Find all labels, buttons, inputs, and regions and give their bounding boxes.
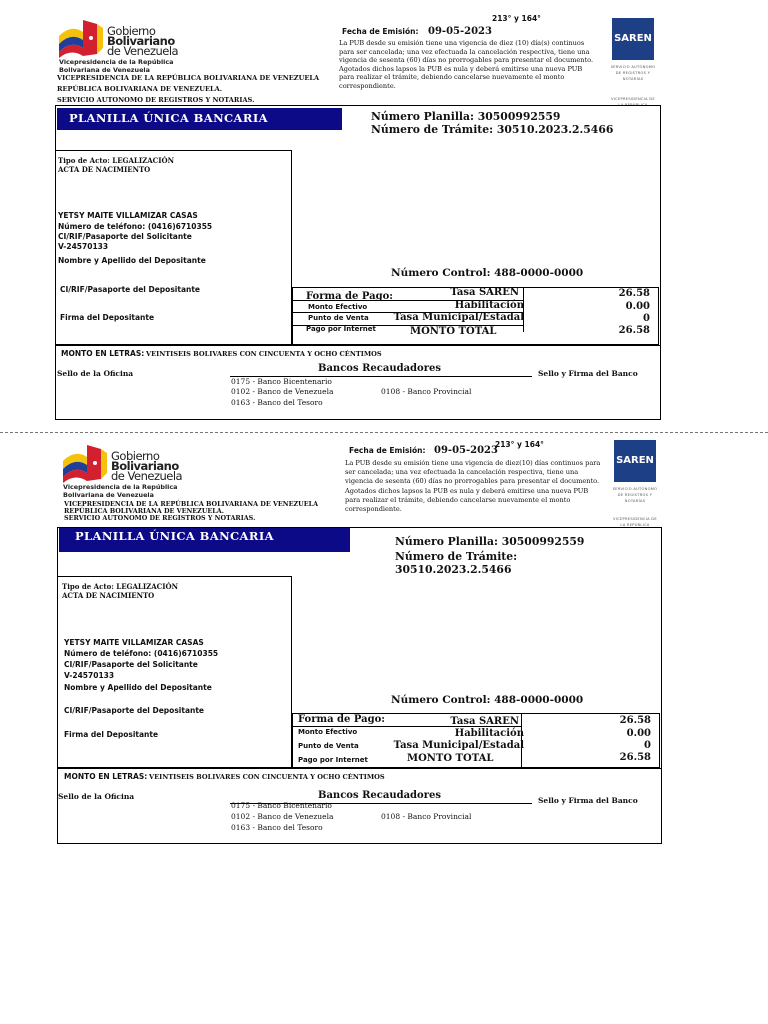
concepto-tasa-saren: Tasa SAREN <box>450 716 519 727</box>
pago-item-punto: Punto de Venta <box>298 742 359 750</box>
monto-letras-value: VEINTISEIS BOLIVARES CON CINCUENTA Y OCHO CÉNTIMOS <box>149 773 385 781</box>
solicitante-telefono: Número de teléfono: (0416)6710355 <box>58 222 213 231</box>
firma-depositante: Firma del Depositante <box>60 313 155 322</box>
banco-bicentenario: 0175 - Banco Bicentenario <box>231 801 332 810</box>
banco-venezuela: 0102 - Banco de Venezuela <box>231 812 334 821</box>
solicitante-nombre: YETSY MAITE VILLAMIZAR CASAS <box>58 211 198 220</box>
nombre-depositante: Nombre y Apellido del Depositante <box>58 256 206 265</box>
saren-logo: SAREN <box>614 440 656 482</box>
logo-vice-1: Vicepresidencia de la República <box>59 58 174 66</box>
org-line-1: VICEPRESIDENCIA DE LA REPÚBLICA BOLIVARIANA DE VENEZUELA <box>64 500 319 508</box>
pago-item-efectivo: Monto Efectivo <box>308 303 368 311</box>
bancos-title: Bancos Recaudadores <box>318 790 441 801</box>
coords-label: 213° y 164° <box>495 440 544 449</box>
fecha-value: 09-05-2023 <box>428 26 492 37</box>
org-line-2: REPÚBLICA BOLIVARIANA DE VENEZUELA. <box>57 85 223 93</box>
tipo-acto: Tipo de Acto: LEGALIZACIÓN <box>58 156 175 165</box>
valor-habilitacion: 0.00 <box>625 301 650 312</box>
pago-item-internet: Pago por Internet <box>298 756 368 764</box>
sello-oficina: Sello de la Oficina <box>57 369 134 378</box>
fecha-label: Fecha de Emisión: <box>349 446 426 455</box>
valor-tasa-saren: 26.58 <box>619 715 651 726</box>
numero-tramite-value: 30510.2023.2.5466 <box>395 563 512 576</box>
planilla-banner: PLANILLA ÚNICA BANCARIA <box>59 528 350 552</box>
saren-sub-2: VICEPRESIDENCIA DE LA REPÚBLICA <box>611 97 655 107</box>
fecha-label: Fecha de Emisión: <box>342 27 419 36</box>
saren-sub-2: VICEPRESIDENCIA DE LA REPÚBLICA <box>613 517 657 527</box>
acta: ACTA DE NACIMIENTO <box>62 591 155 600</box>
org-line-2: REPÚBLICA BOLIVARIANA DE VENEZUELA. <box>64 507 224 515</box>
ci-depositante: CI/RIF/Pasaporte del Depositante <box>60 285 201 294</box>
cut-line <box>0 432 768 433</box>
fecha-value: 09-05-2023 <box>434 445 498 456</box>
concepto-tasa-saren: Tasa SAREN <box>450 287 519 298</box>
monto-letras-label: MONTO EN LETRAS: <box>64 772 148 781</box>
gobierno-logo <box>57 18 187 74</box>
numero-planilla: Número Planilla: 30500992559 <box>395 535 585 548</box>
bancos-title: Bancos Recaudadores <box>318 363 441 374</box>
venezuela-flag-icon <box>61 443 109 483</box>
pago-item-efectivo: Monto Efectivo <box>298 728 358 736</box>
valor-monto-total: 26.58 <box>618 325 650 336</box>
solicitante-telefono: Número de teléfono: (0416)6710355 <box>64 649 219 658</box>
banco-provincial: 0108 - Banco Provincial <box>381 812 472 821</box>
logo-vice-2: Bolivariana de Venezuela <box>63 491 154 499</box>
logo-line-2: Bolivariano <box>111 459 179 473</box>
banco-tesoro: 0163 - Banco del Tesoro <box>231 398 323 407</box>
org-line-3: SERVICIO AUTONOMO DE REGISTROS Y NOTARIAS. <box>57 96 255 104</box>
logo-line-3: de Venezuela <box>107 44 179 58</box>
forma-pago-label: Forma de Pago: <box>306 291 393 302</box>
saren-logo: SAREN <box>612 18 654 60</box>
firma-depositante: Firma del Depositante <box>64 730 159 739</box>
pago-item-internet: Pago por Internet <box>306 325 376 333</box>
vigencia-notice: La PUB desde su emisión tiene una vigencia de diez(10) días continuos para ser cancelada; una vez efectuada la cancelación respectiva, tiene una vigencia de sesenta (60) días no prorrogables para presentar el documento. Agotados dichos lapsos la PUB es nula y deberá emitirse una nueva PUB para realizar el trámite, debiendo cancelarse nuevamente el monto correspondiente. <box>345 459 601 514</box>
sello-oficina: Sello de la Oficina <box>58 792 135 801</box>
nombre-depositante: Nombre y Apellido del Depositante <box>64 683 212 692</box>
ci-solicitante-value: V-24570133 <box>64 671 115 680</box>
numero-control: Número Control: 488-0000-0000 <box>391 694 584 706</box>
concepto-habilitacion: Habilitación <box>454 728 524 739</box>
logo-line-3: de Venezuela <box>111 469 183 483</box>
banco-bicentenario: 0175 - Banco Bicentenario <box>231 377 332 386</box>
planilla-banner: PLANILLA ÚNICA BANCARIA <box>57 108 342 130</box>
ci-solicitante-label: CI/RIF/Pasaporte del Solicitante <box>58 232 192 241</box>
logo-vice-1: Vicepresidencia de la República <box>63 483 178 491</box>
monto-letras-value: VEINTISEIS BOLIVARES CON CINCUENTA Y OCHO CÉNTIMOS <box>146 350 382 358</box>
numero-tramite-label: Número de Trámite: <box>395 550 518 563</box>
logo-line-1: Gobierno <box>107 24 156 38</box>
banco-tesoro: 0163 - Banco del Tesoro <box>231 823 323 832</box>
concepto-habilitacion: Habilitación <box>454 300 524 311</box>
ci-solicitante-value: V-24570133 <box>58 242 109 251</box>
logo-line-1: Gobierno <box>111 449 160 463</box>
monto-total-label: MONTO TOTAL <box>410 326 497 337</box>
valor-habilitacion: 0.00 <box>626 728 651 739</box>
numero-planilla: Número Planilla: 30500992559 <box>371 110 561 123</box>
monto-total-label: MONTO TOTAL <box>407 753 494 764</box>
acta: ACTA DE NACIMIENTO <box>58 165 151 174</box>
sello-banco: Sello y Firma del Banco <box>538 369 638 378</box>
valor-tasa-municipal: 0 <box>643 313 650 324</box>
monto-letras-label: MONTO EN LETRAS: <box>61 349 145 358</box>
banco-venezuela: 0102 - Banco de Venezuela <box>231 387 334 396</box>
forma-pago-label: Forma de Pago: <box>298 714 385 725</box>
coords-label: 213° y 164° <box>492 14 541 23</box>
sello-banco: Sello y Firma del Banco <box>538 796 638 805</box>
venezuela-flag-icon <box>57 18 105 58</box>
valor-monto-total: 26.58 <box>619 752 651 763</box>
valor-tasa-saren: 26.58 <box>618 288 650 299</box>
logo-vice-2: Bolivariana de Venezuela <box>59 66 150 74</box>
concepto-tasa-municipal: Tasa Municipal/Estadal <box>393 740 524 751</box>
pago-item-punto: Punto de Venta <box>308 314 369 322</box>
gobierno-logo <box>61 443 191 498</box>
logo-line-2: Bolivariano <box>107 34 175 48</box>
banco-provincial: 0108 - Banco Provincial <box>381 387 472 396</box>
vigencia-notice: La PUB desde su emisión tiene una vigencia de diez (10) día(s) continuos para ser cancelada; una vez efectuada la cancelación respectiva, tiene una vigencia de sesenta (60) días no prorrogables para presentar el documento. Agotados dichos lapsos la PUB es nula y deberá emitirse una nueva PUB para realizar el trámite, debiendo cancelarse nuevamente el monto correspondiente. <box>339 39 594 90</box>
org-line-3: SERVICIO AUTONOMO DE REGISTROS Y NOTARIAS. <box>64 514 256 522</box>
tipo-acto: Tipo de Acto: LEGALIZACIÓN <box>62 582 179 591</box>
ci-solicitante-label: CI/RIF/Pasaporte del Solicitante <box>64 660 198 669</box>
org-line-1: VICEPRESIDENCIA DE LA REPÚBLICA BOLIVARIANA DE VENEZUELA <box>57 74 320 82</box>
saren-sub: SERVICIO AUTÓNOMO DE REGISTROS Y NOTARÍAS <box>612 487 658 503</box>
solicitante-nombre: YETSY MAITE VILLAMIZAR CASAS <box>64 638 204 647</box>
concepto-tasa-municipal: Tasa Municipal/Estadal <box>393 312 524 323</box>
saren-sub: SERVICIO AUTÓNOMO DE REGISTROS Y NOTARÍAS <box>610 65 656 81</box>
numero-control: Número Control: 488-0000-0000 <box>391 267 584 279</box>
numero-tramite: Número de Trámite: 30510.2023.2.5466 <box>371 123 614 136</box>
valor-tasa-municipal: 0 <box>644 740 651 751</box>
ci-depositante: CI/RIF/Pasaporte del Depositante <box>64 706 205 715</box>
